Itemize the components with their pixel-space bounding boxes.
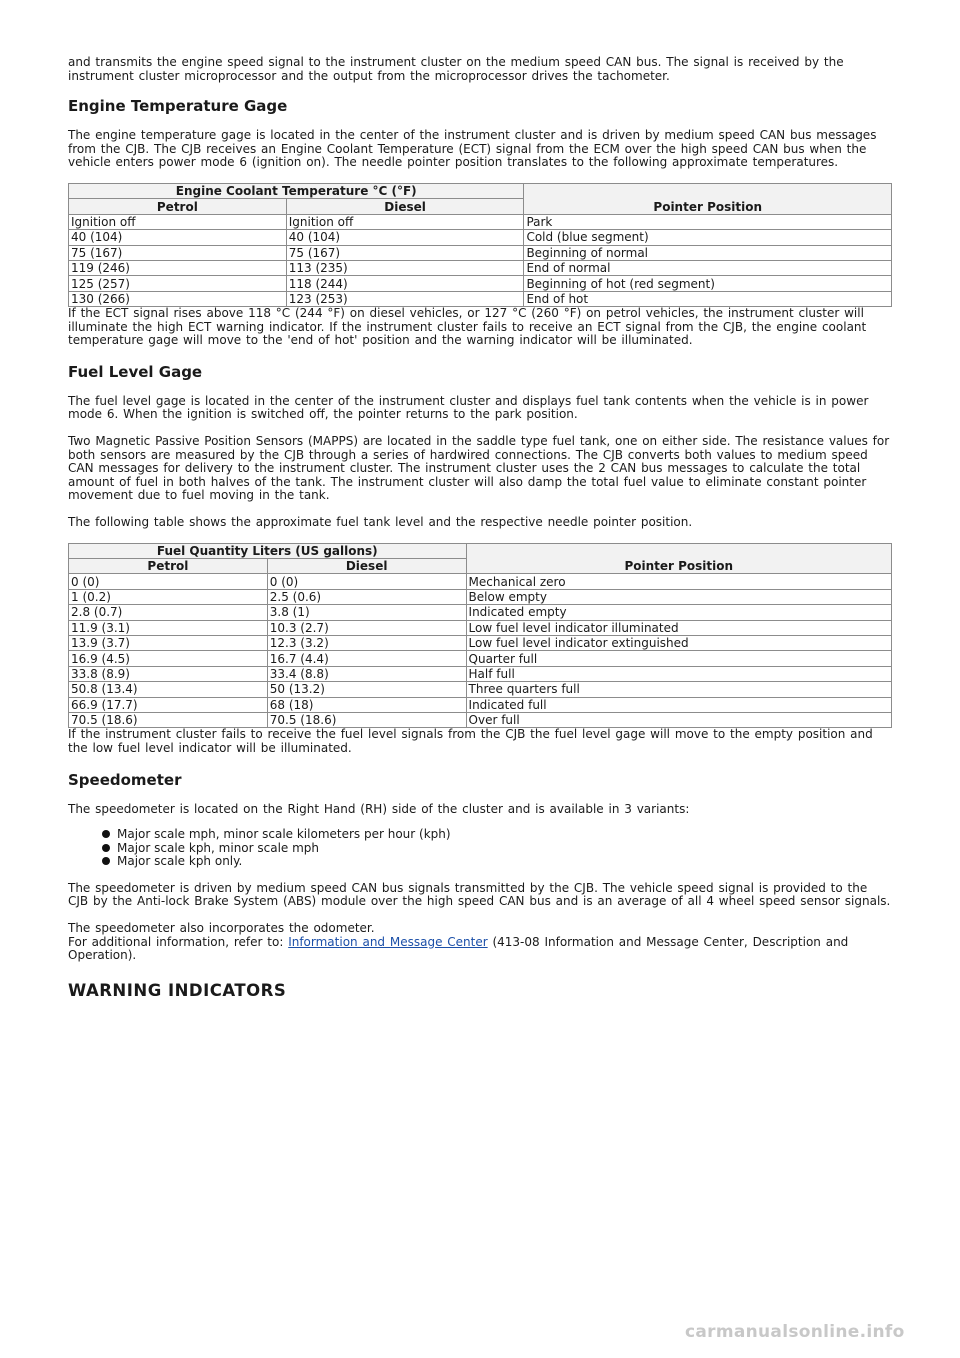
- table-row: [69, 712, 892, 727]
- fuel-quantity-group-header: Fuel Quantity Liters (US gallons): [69, 543, 467, 558]
- fuel-diesel-header: Diesel: [267, 559, 466, 574]
- table-row: [69, 605, 892, 620]
- table-cell: 16.7 (4.4): [267, 651, 466, 666]
- list-item: Major scale mph, minor scale kilometers per hour (kph): [68, 828, 892, 842]
- table-cell: 75 (167): [69, 245, 287, 260]
- table-cell: Low fuel level indicator illuminated: [466, 620, 891, 635]
- coolant-petrol-header: Petrol: [69, 199, 287, 214]
- table-row: [69, 635, 892, 650]
- table-cell: 70.5 (18.6): [69, 712, 268, 727]
- list-item: Major scale kph only.: [68, 855, 892, 869]
- table-cell: 75 (167): [286, 245, 524, 260]
- table-cell: 50 (13.2): [267, 682, 466, 697]
- table-cell: Cold (blue segment): [524, 230, 892, 245]
- fuel-level-paragraph-2: Two Magnetic Passive Position Sensors (MAPPS) are located in the saddle type fuel tank, one on either side. The resistance values for both sensors are measured by the CJB through a series of hardwired connections. The CJB converts both values to medium speed CAN messages for delivery to the instrument cluster. The instrument cluster uses the 2 CAN bus messages to calculate the total amount of fuel in both halves of the tank. The instrument cluster will also damp the total fuel value to eliminate constant pointer movement due to fuel moving in the tank.: [68, 434, 890, 503]
- table-cell: Beginning of normal: [524, 245, 892, 260]
- reference-paragraph: [68, 936, 892, 963]
- table-cell: Ignition off: [69, 214, 287, 229]
- coolant-diesel-header: Diesel: [286, 199, 524, 214]
- table-row: [69, 620, 892, 635]
- intro-paragraph: and transmits the engine speed signal to the instrument cluster on the medium speed CAN bus. The signal is received by the instrument cluster microprocessor and the output from the microprocessor drives the tachometer.: [68, 55, 844, 83]
- table-cell: End of hot: [524, 291, 892, 306]
- table-cell: 125 (257): [69, 276, 287, 291]
- fuel-level-after-paragraph: If the instrument cluster fails to receive the fuel level signals from the CJB the fuel level gage will move to the empty position and the low fuel level indicator will be illuminated.: [68, 727, 873, 755]
- fuel-quantity-table: [68, 543, 892, 729]
- table-row: [69, 260, 892, 275]
- table-cell: Ignition off: [286, 214, 524, 229]
- table-cell: 3.8 (1): [267, 605, 466, 620]
- table-cell: Three quarters full: [466, 682, 891, 697]
- document-page: [68, 56, 892, 1000]
- table-cell: End of normal: [524, 260, 892, 275]
- engine-temp-heading: Engine Temperature Gage: [68, 97, 288, 116]
- table-row: [69, 697, 892, 712]
- table-cell: 33.8 (8.9): [69, 666, 268, 681]
- table-cell: 10.3 (2.7): [267, 620, 466, 635]
- coolant-pointer-header: Pointer Position: [524, 183, 892, 214]
- fuel-petrol-header: Petrol: [69, 559, 268, 574]
- table-row: [69, 666, 892, 681]
- table-row: [69, 245, 892, 260]
- table-row: [69, 291, 892, 306]
- table-cell: Park: [524, 214, 892, 229]
- table-cell: Indicated empty: [466, 605, 891, 620]
- warning-indicators-heading: WARNING INDICATORS: [68, 980, 287, 1000]
- engine-temp-paragraph: The engine temperature gage is located in the center of the instrument cluster and is driven by medium speed CAN bus messages from the CJB. The CJB receives an Engine Coolant Temperature (ECT) signal from the ECM over the high speed CAN bus when the vehicle enters power mode 6 (ignition on). The needle pointer position translates to the following approximate temperatures.: [68, 128, 877, 170]
- speedometer-variant-list: [68, 828, 892, 869]
- engine-temp-after-paragraph: If the ECT signal rises above 118 °C (244 °F) on diesel vehicles, or 127 °C (260 °F) on petrol vehicles, the instrument cluster will illuminate the high ECT warning indicator. If the instrument cluster fails to receive an ECT signal from the CJB, the engine coolant temperature gage will move to the 'end of hot' position and the warning indicator will be illuminated.: [68, 306, 867, 348]
- watermark-text: carmanualsonline.info: [685, 1322, 905, 1342]
- coolant-temp-group-header: Engine Coolant Temperature °C (°F): [69, 183, 524, 198]
- speedometer-paragraph-1: The speedometer is located on the Right Hand (RH) side of the cluster and is available in 3 variants:: [68, 801, 690, 816]
- table-row: [69, 651, 892, 666]
- fuel-pointer-header: Pointer Position: [466, 543, 891, 574]
- table-row: [69, 574, 892, 589]
- fuel-level-paragraph-1: The fuel level gage is located in the center of the instrument cluster and displays fuel tank contents when the vehicle is in power mode 6. When the ignition is switched off, the pointer returns to the park position.: [68, 393, 869, 422]
- table-row: [69, 276, 892, 291]
- table-row: [69, 230, 892, 245]
- table-cell: 113 (235): [286, 260, 524, 275]
- coolant-temp-table: [68, 183, 892, 307]
- table-cell: 119 (246): [69, 260, 287, 275]
- table-cell: 0 (0): [267, 574, 466, 589]
- table-cell: 68 (18): [267, 697, 466, 712]
- table-cell: 2.5 (0.6): [267, 589, 466, 604]
- table-cell: 0 (0): [69, 574, 268, 589]
- table-cell: Low fuel level indicator extinguished: [466, 635, 891, 650]
- table-cell: 16.9 (4.5): [69, 651, 268, 666]
- table-cell: 118 (244): [286, 276, 524, 291]
- table-cell: 11.9 (3.1): [69, 620, 268, 635]
- table-cell: 1 (0.2): [69, 589, 268, 604]
- table-cell: 130 (266): [69, 291, 287, 306]
- table-cell: 33.4 (8.8): [267, 666, 466, 681]
- fuel-level-heading: Fuel Level Gage: [68, 362, 203, 381]
- information-message-center-link[interactable]: Information and Message Center: [288, 934, 488, 949]
- speedometer-paragraph-3: The speedometer also incorporates the odometer.: [68, 921, 375, 936]
- table-cell: 40 (104): [69, 230, 287, 245]
- list-item: Major scale kph, minor scale mph: [68, 842, 892, 856]
- table-cell: 2.8 (0.7): [69, 605, 268, 620]
- table-cell: Mechanical zero: [466, 574, 891, 589]
- table-cell: 13.9 (3.7): [69, 635, 268, 650]
- reference-suffix: (413-08 Information and Message Center, Description and Operation).: [68, 934, 849, 963]
- table-row: [69, 214, 892, 229]
- reference-prefix: For additional information, refer to:: [68, 934, 289, 949]
- table-cell: Beginning of hot (red segment): [524, 276, 892, 291]
- table-cell: 12.3 (3.2): [267, 635, 466, 650]
- speedometer-paragraph-2: The speedometer is driven by medium speed CAN bus signals transmitted by the CJB. The vehicle speed signal is provided to the CJB by the Anti-lock Brake System (ABS) module over the high speed CAN bus and is an average of all 4 wheel speed sensor signals.: [68, 880, 891, 909]
- table-cell: Below empty: [466, 589, 891, 604]
- table-cell: Indicated full: [466, 697, 891, 712]
- table-row: [69, 589, 892, 604]
- speedometer-heading: Speedometer: [68, 770, 182, 789]
- table-cell: 50.8 (13.4): [69, 682, 268, 697]
- table-cell: 66.9 (17.7): [69, 697, 268, 712]
- table-cell: Over full: [466, 712, 891, 727]
- table-cell: Quarter full: [466, 651, 891, 666]
- table-row: [69, 682, 892, 697]
- table-cell: 40 (104): [286, 230, 524, 245]
- table-cell: 70.5 (18.6): [267, 712, 466, 727]
- table-cell: 123 (253): [286, 291, 524, 306]
- table-cell: Half full: [466, 666, 891, 681]
- fuel-level-paragraph-3: The following table shows the approximate fuel tank level and the respective needle pointer position.: [68, 515, 693, 530]
